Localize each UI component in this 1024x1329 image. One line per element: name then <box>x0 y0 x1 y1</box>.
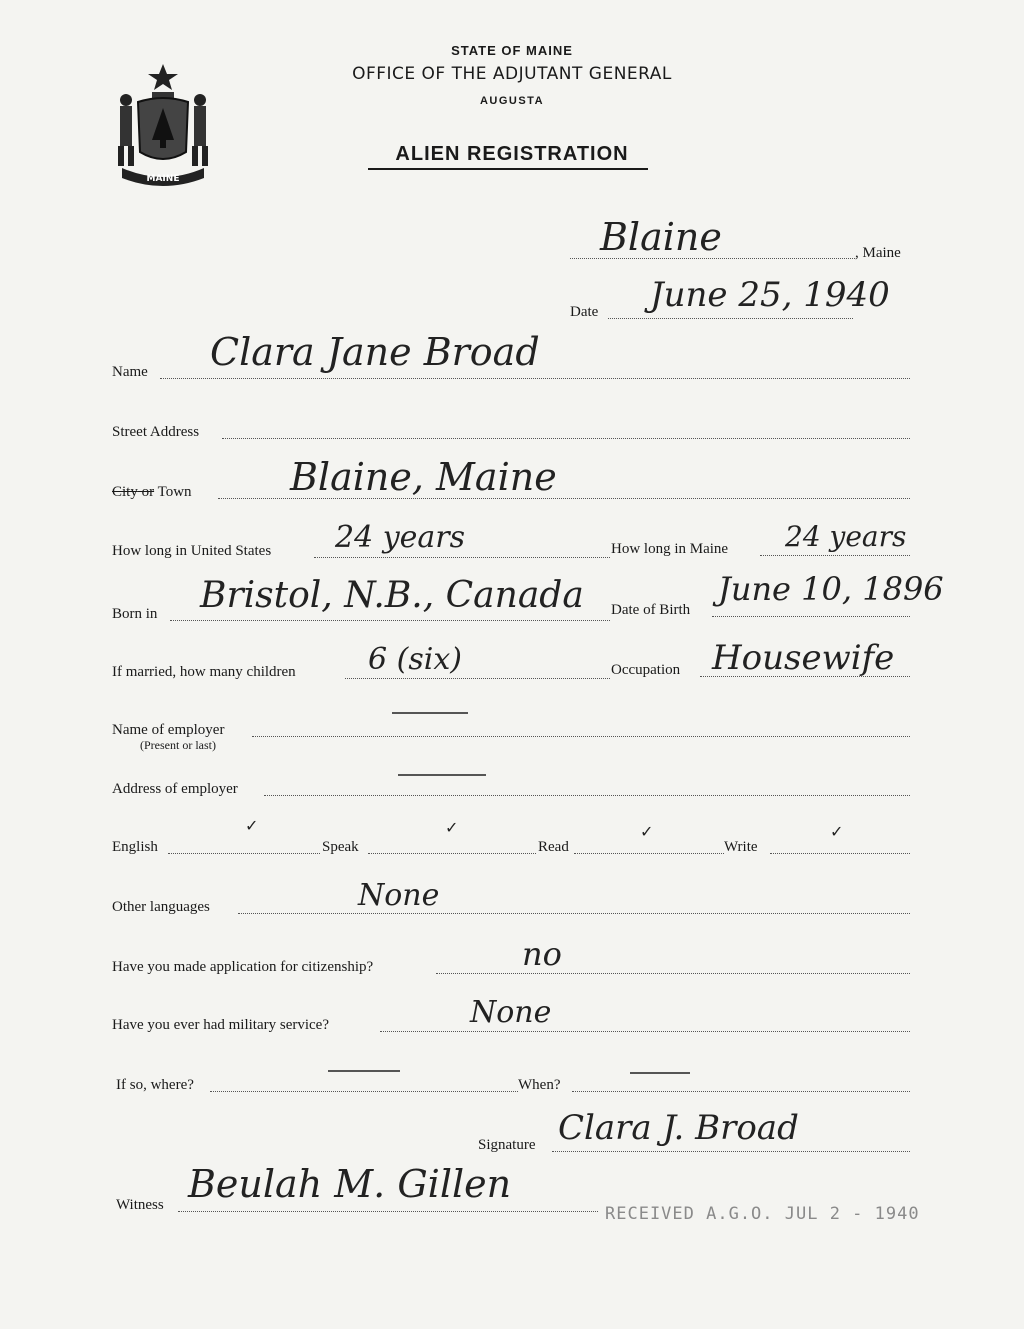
children-value: 6 (six) <box>368 642 462 677</box>
employer-name-line <box>252 736 910 737</box>
when-label: When? <box>518 1077 561 1093</box>
form-title: ALIEN REGISTRATION <box>395 143 629 165</box>
english-check-icon: ✓ <box>245 816 259 835</box>
name-value: Clara Jane Broad <box>210 330 540 374</box>
date-of-birth-line <box>712 616 910 617</box>
witness-label: Witness <box>116 1197 164 1213</box>
how-long-maine-line <box>760 555 910 556</box>
employer-name-dash <box>392 712 468 714</box>
title-underline <box>368 168 648 170</box>
received-stamp: RECEIVED A.G.O. JUL 2 - 1940 <box>605 1204 920 1224</box>
born-in-line <box>170 620 610 621</box>
english-line <box>168 853 320 854</box>
where-dash <box>328 1070 400 1072</box>
born-in-value: Bristol, N.B., Canada <box>200 575 584 616</box>
read-line <box>574 853 724 854</box>
seal-banner-text: MAINE <box>146 174 180 184</box>
if-so-where-label: If so, where? <box>116 1077 194 1093</box>
signature-value: Clara J. Broad <box>558 1108 799 1148</box>
citizenship-label: Have you made application for citizenship? <box>112 959 374 975</box>
present-or-last-label: (Present or last) <box>140 738 216 752</box>
how-long-us-line <box>314 557 610 558</box>
how-long-maine-label: How long in Maine <box>611 541 729 557</box>
speak-check-icon: ✓ <box>445 818 459 837</box>
header-office: OFFICE OF THE ADJUTANT GENERAL <box>352 64 672 84</box>
signature-line <box>552 1151 910 1152</box>
speak-label: Speak <box>322 839 359 855</box>
write-line <box>770 853 910 854</box>
read-check-icon: ✓ <box>640 822 654 841</box>
military-label: Have you ever had military service? <box>112 1017 329 1033</box>
write-check-icon: ✓ <box>830 822 844 841</box>
military-value: None <box>470 995 552 1030</box>
other-languages-label: Other languages <box>112 899 210 915</box>
date-of-birth-label: Date of Birth <box>611 602 691 618</box>
street-address-label: Street Address <box>112 424 200 440</box>
how-long-us-label: How long in United States <box>112 543 272 559</box>
citizenship-line <box>436 973 910 974</box>
born-in-label: Born in <box>112 606 158 622</box>
header-state: STATE OF MAINE <box>451 43 573 58</box>
maine-suffix-label: , Maine <box>855 245 901 261</box>
employer-name-label: Name of employer <box>112 722 225 738</box>
date-label: Date <box>570 304 599 320</box>
employer-address-line <box>264 795 910 796</box>
when-dash <box>630 1072 690 1074</box>
how-long-us-value: 24 years <box>335 520 466 555</box>
date-line <box>608 318 853 319</box>
header-city: AUGUSTA <box>479 95 545 107</box>
date-value: June 25, 1940 <box>650 275 890 315</box>
employer-address-dash <box>398 774 486 776</box>
military-line <box>380 1031 910 1032</box>
town-label: Town <box>154 484 192 500</box>
signature-label: Signature <box>478 1137 536 1153</box>
city-or-label: or <box>137 484 155 500</box>
write-label: Write <box>724 839 758 855</box>
occupation-value: Housewife <box>712 638 895 678</box>
read-label: Read <box>538 839 569 855</box>
children-line <box>345 678 610 679</box>
english-label: English <box>112 839 158 855</box>
other-languages-line <box>238 913 910 914</box>
other-languages-value: None <box>358 878 440 913</box>
when-line <box>572 1091 910 1092</box>
city-struck-label: City <box>112 484 138 500</box>
speak-line <box>368 853 536 854</box>
witness-value: Beulah M. Gillen <box>188 1162 512 1206</box>
street-address-line <box>222 438 910 439</box>
citizenship-value: no <box>522 935 562 973</box>
employer-address-label: Address of employer <box>112 781 238 797</box>
children-label: If married, how many children <box>112 664 296 680</box>
witness-line <box>178 1211 598 1212</box>
city-town-value: Blaine, Maine <box>290 455 557 499</box>
if-so-where-line <box>210 1091 518 1092</box>
city-town-label <box>112 484 192 501</box>
name-label: Name <box>112 364 148 380</box>
occupation-label: Occupation <box>611 662 681 678</box>
name-line <box>160 378 910 379</box>
how-long-maine-value: 24 years <box>785 520 907 553</box>
date-of-birth-value: June 10, 1896 <box>718 570 944 608</box>
town-header-value: Blaine <box>600 215 722 259</box>
